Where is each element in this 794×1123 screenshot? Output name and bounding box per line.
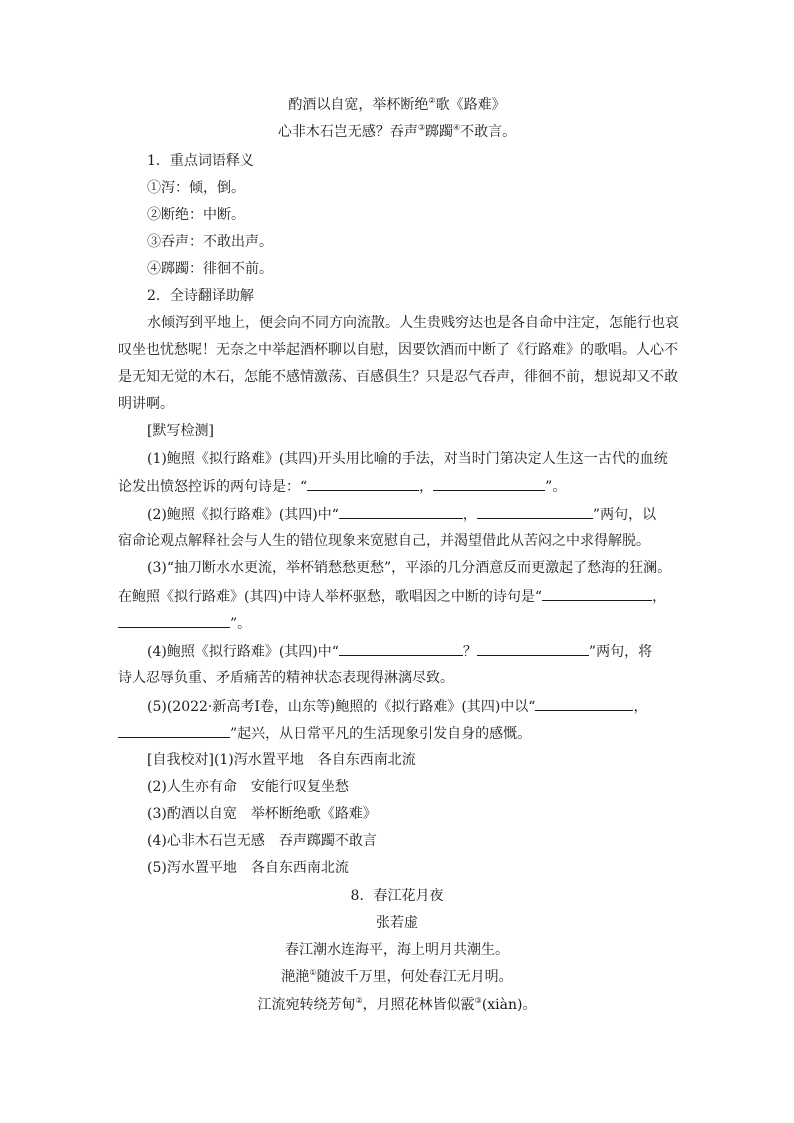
- question-text: ”。: [545, 479, 567, 495]
- footnote-mark: ②: [428, 96, 436, 105]
- question-line: [118, 476, 678, 497]
- question-line: [147, 641, 707, 662]
- footnote-mark: ①: [309, 968, 317, 977]
- question-text: ，: [462, 507, 477, 523]
- poem-author: 张若虚: [376, 915, 418, 931]
- gloss-item: ①泻：倾，倒。: [147, 180, 245, 196]
- question-text: (2)鲍照《拟行路难》(其四)中“: [147, 507, 339, 523]
- question-text: 宿命论观点解释社会与人生的错位现象来宽慰自己，并渴望借此从苦闷之中求得解脱。: [118, 533, 650, 549]
- self-check-tag: [自我校对]: [147, 752, 214, 768]
- translation-line: 明讲啊。: [118, 396, 174, 412]
- gloss-item: ②断绝：中断。: [147, 207, 245, 223]
- question-text: 诗人忍辱负重、矛盾痛苦的精神状态表现得淋漓尽致。: [118, 670, 454, 686]
- translation-line: 叹坐也忧愁呢！无奈之中举起酒杯聊以自慰，因要饮酒而中断了《行路难》的歌唱。人心不: [118, 342, 678, 358]
- footnote-mark: ③: [474, 996, 482, 1005]
- gloss-item: ④踯躅：徘徊不前。: [147, 261, 273, 277]
- poem-text: 江流宛转绕芳甸: [257, 997, 356, 1013]
- section-title: 2．全诗翻译助解: [147, 288, 254, 304]
- question-text: 论发出愤怒控诉的两句诗是：“: [118, 479, 308, 495]
- poem-line: [0, 122, 794, 142]
- dictation-header: [默写检测]: [147, 423, 214, 439]
- answer-text: (4)心非木石岂无感 吞声踯躅不敢言: [147, 833, 377, 849]
- question-line: [147, 696, 707, 717]
- poem-line: 春江潮水连海平，海上明月共潮生。: [285, 942, 509, 958]
- answer-blank[interactable]: [307, 476, 419, 491]
- poem-text: ，月照花林皆似霰: [362, 997, 475, 1013]
- question-text: (4)鲍照《拟行路难》(其四)中“: [147, 644, 339, 660]
- section-title: 1．重点词语释义: [147, 153, 254, 169]
- footnote-mark: ③: [417, 123, 425, 132]
- answer-blank[interactable]: [339, 641, 463, 656]
- poem-text: (xiàn)。: [481, 997, 537, 1013]
- footnote-mark: ②: [355, 996, 363, 1005]
- gloss-item: ③吞声：不敢出声。: [147, 234, 273, 250]
- translation-line: 水倾泻到平地上，便会向不同方向流散。人生贵贱穷达也是各自命中注定，怎能行也哀: [147, 315, 679, 331]
- poem-title: 8．春江花月夜: [350, 888, 444, 904]
- poem-text: 酌酒以自宽，举杯断绝: [288, 97, 429, 113]
- poem-text: 心非木石岂无感？吞声: [277, 124, 418, 140]
- question-line: [118, 586, 678, 607]
- answer-blank[interactable]: [433, 476, 545, 491]
- footnote-mark: ④: [453, 123, 461, 132]
- answer-text: (2)人生亦有命 安能行叹复坐愁: [147, 779, 349, 795]
- poem-line: [0, 95, 794, 115]
- question-line: [118, 723, 678, 744]
- poem-text: 踯躅: [425, 124, 453, 140]
- question-line: [118, 613, 678, 634]
- answer-blank[interactable]: [477, 641, 589, 656]
- poem-text: 不敢言。: [460, 124, 517, 140]
- answer-text: (3)酌酒以自宽 举杯断绝歌《路难》: [147, 806, 377, 822]
- question-line: [147, 504, 707, 525]
- answer-text: (5)泻水置平地 各自东西南北流: [147, 860, 349, 876]
- answer-text: (1)泻水置平地 各自东西南北流: [213, 752, 416, 768]
- answer-line: [147, 750, 707, 770]
- question-text: ，: [652, 589, 667, 605]
- question-text: ”起兴，从日常平凡的生活现象引发自身的感慨。: [230, 726, 532, 742]
- translation-line: 是无知无觉的木石，怎能不感情激荡、百感俱生？只是忍气吞声，徘徊不前，想说却又不敢: [118, 369, 678, 385]
- question-text: ？: [462, 644, 477, 660]
- answer-blank[interactable]: [535, 696, 633, 711]
- answer-blank[interactable]: [542, 586, 652, 601]
- answer-blank[interactable]: [339, 504, 463, 519]
- question-text: ”两句，将: [588, 644, 653, 660]
- question-text: 在鲍照《拟行路难》(其四)中诗人举杯驱愁，歌唱因之中断的诗句是“: [118, 589, 543, 605]
- answer-blank[interactable]: [118, 613, 230, 628]
- question-text: (1)鲍照《拟行路难》(其四)开头用比喻的手法，对当时门第决定人生这一古代的血统: [147, 451, 668, 467]
- poem-line: [0, 995, 794, 1015]
- poem-text: 歌《路难》: [435, 97, 506, 113]
- question-text: (3)“抽刀断水水更流，举杯销愁愁更愁”，平添的几分酒意反而更激起了愁海的狂澜。: [147, 560, 672, 576]
- question-text: ”。: [230, 616, 252, 632]
- question-text: ，: [633, 699, 648, 715]
- poem-text: 随波千万里，何处春江无月明。: [316, 969, 513, 985]
- question-text: ，: [419, 479, 434, 495]
- poem-line: [0, 967, 794, 987]
- answer-blank[interactable]: [477, 504, 593, 519]
- poem-text: 滟滟: [281, 969, 310, 985]
- question-text: ”两句，以: [592, 507, 657, 523]
- answer-blank[interactable]: [118, 723, 230, 738]
- question-text: (5)(2022·新高考Ⅰ卷，山东等)鲍照的《拟行路难》(其四)中以“: [147, 699, 536, 715]
